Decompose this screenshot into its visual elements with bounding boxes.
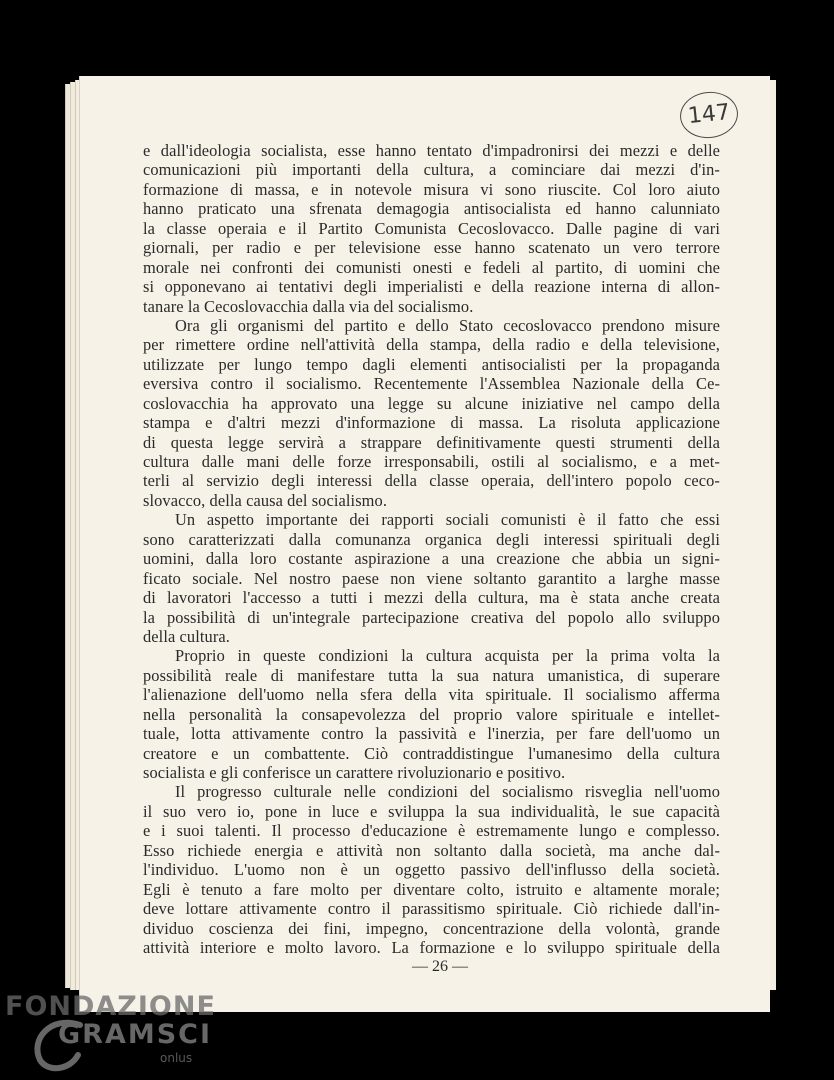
page-number: — 26 — xyxy=(412,958,468,975)
watermark-line2: GRAMSCI xyxy=(58,1019,213,1050)
text-line: Proprio in queste condizioni la cultura acquista per la prima volta la xyxy=(175,646,720,666)
text-line: terli al servizio degli interessi della classe operaia, dell'intero popolo ceco- xyxy=(143,471,720,491)
text-line: socialista e gli conferisce un carattere rivoluzionario e positivo. xyxy=(143,763,566,782)
text-line: la classe operaia e il Partito Comunista Cecoslovacco. Dalle pagine di vari xyxy=(143,218,720,238)
text-line: per rimettere ordine nell'attività della stampa, della radio e della televisione, xyxy=(143,335,720,355)
text-line: slovacco, della causa del socialismo. xyxy=(143,490,388,510)
text-line: dividuo coscienza dei fini, impegno, concentrazione della volontà, grande xyxy=(143,918,720,938)
text-line: morale nei confronti dei comunisti onesti e fedeli al partito, di uomini che xyxy=(143,257,720,277)
body-text xyxy=(143,141,720,957)
text-line: ficato sociale. Nel nostro paese non viene soltanto garantito a larghe masse xyxy=(143,568,720,588)
text-line: possibilità reale di manifestare tutta la sua natura umanistica, di superare xyxy=(143,665,720,685)
text-line: Un aspetto importante dei rapporti sociali comunisti è il fatto che essi xyxy=(175,510,720,530)
watermark-logo xyxy=(0,985,220,1080)
text-line: coslovacchia ha approvato una legge su alcune iniziative nel campo della xyxy=(143,393,720,413)
text-line: hanno praticato una sfrenata demagogia antisocialista ed hanno calunniato xyxy=(143,199,720,219)
text-line: utilizzate per lungo tempo dagli elementi antisocialisti per la propaganda xyxy=(143,354,720,374)
text-line: sono caratterizzati dalla comunanza organica degli interessi spirituali degli xyxy=(143,529,720,549)
text-line: tuale, lotta attivamente contro la passività e l'inerzia, per fare dell'uomo un xyxy=(143,724,720,744)
watermark-sub: onlus xyxy=(160,1051,193,1065)
text-line: Ora gli organismi del partito e dello Stato cecoslovacco prendono misure xyxy=(175,315,720,335)
text-line: di questa legge servirà a strappare definitivamente questi strumenti della xyxy=(143,432,720,452)
text-line: eversiva contro il socialismo. Recentemente l'Assemblea Nazionale della Ce- xyxy=(143,374,720,394)
text-line: cultura dalle mani delle forze irresponsabili, ostili al socialismo, e a met- xyxy=(143,452,720,471)
handwritten-folio-number: 147 xyxy=(678,89,740,141)
text-line: attività interiore e molto lavoro. La formazione e lo sviluppo spirituale della xyxy=(143,937,720,957)
watermark-g-icon xyxy=(30,1015,90,1075)
text-line: si opponevano ai tentativi degli imperialisti e della reazione interna di allon- xyxy=(143,277,720,297)
text-line: della cultura. xyxy=(143,626,230,646)
text-line: uomini, dalla loro costante aspirazione a una creazione che abbia un signi- xyxy=(143,549,720,569)
text-line: creatore e un combattente. Ciò contraddistingue l'umanesimo della cultura xyxy=(143,743,720,763)
text-line: Esso richiede energia e attività non soltanto dalla società, ma anche dal- xyxy=(143,840,720,860)
text-line: Egli è tenuto a fare molto per diventare colto, istruito e altamente morale; xyxy=(143,879,720,899)
text-line: l'individuo. L'uomo non è un oggetto passivo dell'influsso della società. xyxy=(143,860,720,880)
text-line: Il progresso culturale nelle condizioni del socialismo risveglia nell'uomo xyxy=(175,782,720,802)
text-line: il suo vero io, pone in luce e sviluppa la sua individualità, le sue capacità xyxy=(143,801,720,821)
text-line: nella personalità la consapevolezza del proprio valore spirituale e intellet- xyxy=(143,704,720,724)
text-line: stampa e d'altri mezzi d'informazione di massa. La risoluta applicazione xyxy=(143,413,720,433)
watermark-line1: FONDAZIONE xyxy=(5,991,216,1022)
text-line: la possibilità di un'integrale partecipazione creativa del popolo allo sviluppo xyxy=(143,607,720,627)
text-line: comunicazioni più importanti della cultura, a cominciare dai mezzi d'in- xyxy=(143,160,720,180)
text-line: tanare la Cecoslovacchia dalla via del socialismo. xyxy=(143,296,474,316)
text-line: e i suoi talenti. Il processo d'educazione è estremamente lungo e complesso. xyxy=(143,821,720,841)
text-line: di lavoratori l'accesso a tutti i mezzi della cultura, ma è stata anche creata xyxy=(143,588,720,608)
text-line: l'alienazione dell'uomo nella sfera della vita spirituale. Il socialismo afferma xyxy=(143,685,720,705)
text-line: e dall'ideologia socialista, esse hanno tentato d'impadronirsi dei mezzi e delle xyxy=(143,141,720,160)
text-line: formazione di massa, e in notevole misura vi sono riuscite. Col loro aiuto xyxy=(143,179,720,199)
text-line: giornali, per radio e per televisione esse hanno scatenato un vero terrore xyxy=(143,238,720,258)
text-line: deve lottare attivamente contro il parassitismo spirituale. Ciò richiede dall'in- xyxy=(143,899,720,919)
